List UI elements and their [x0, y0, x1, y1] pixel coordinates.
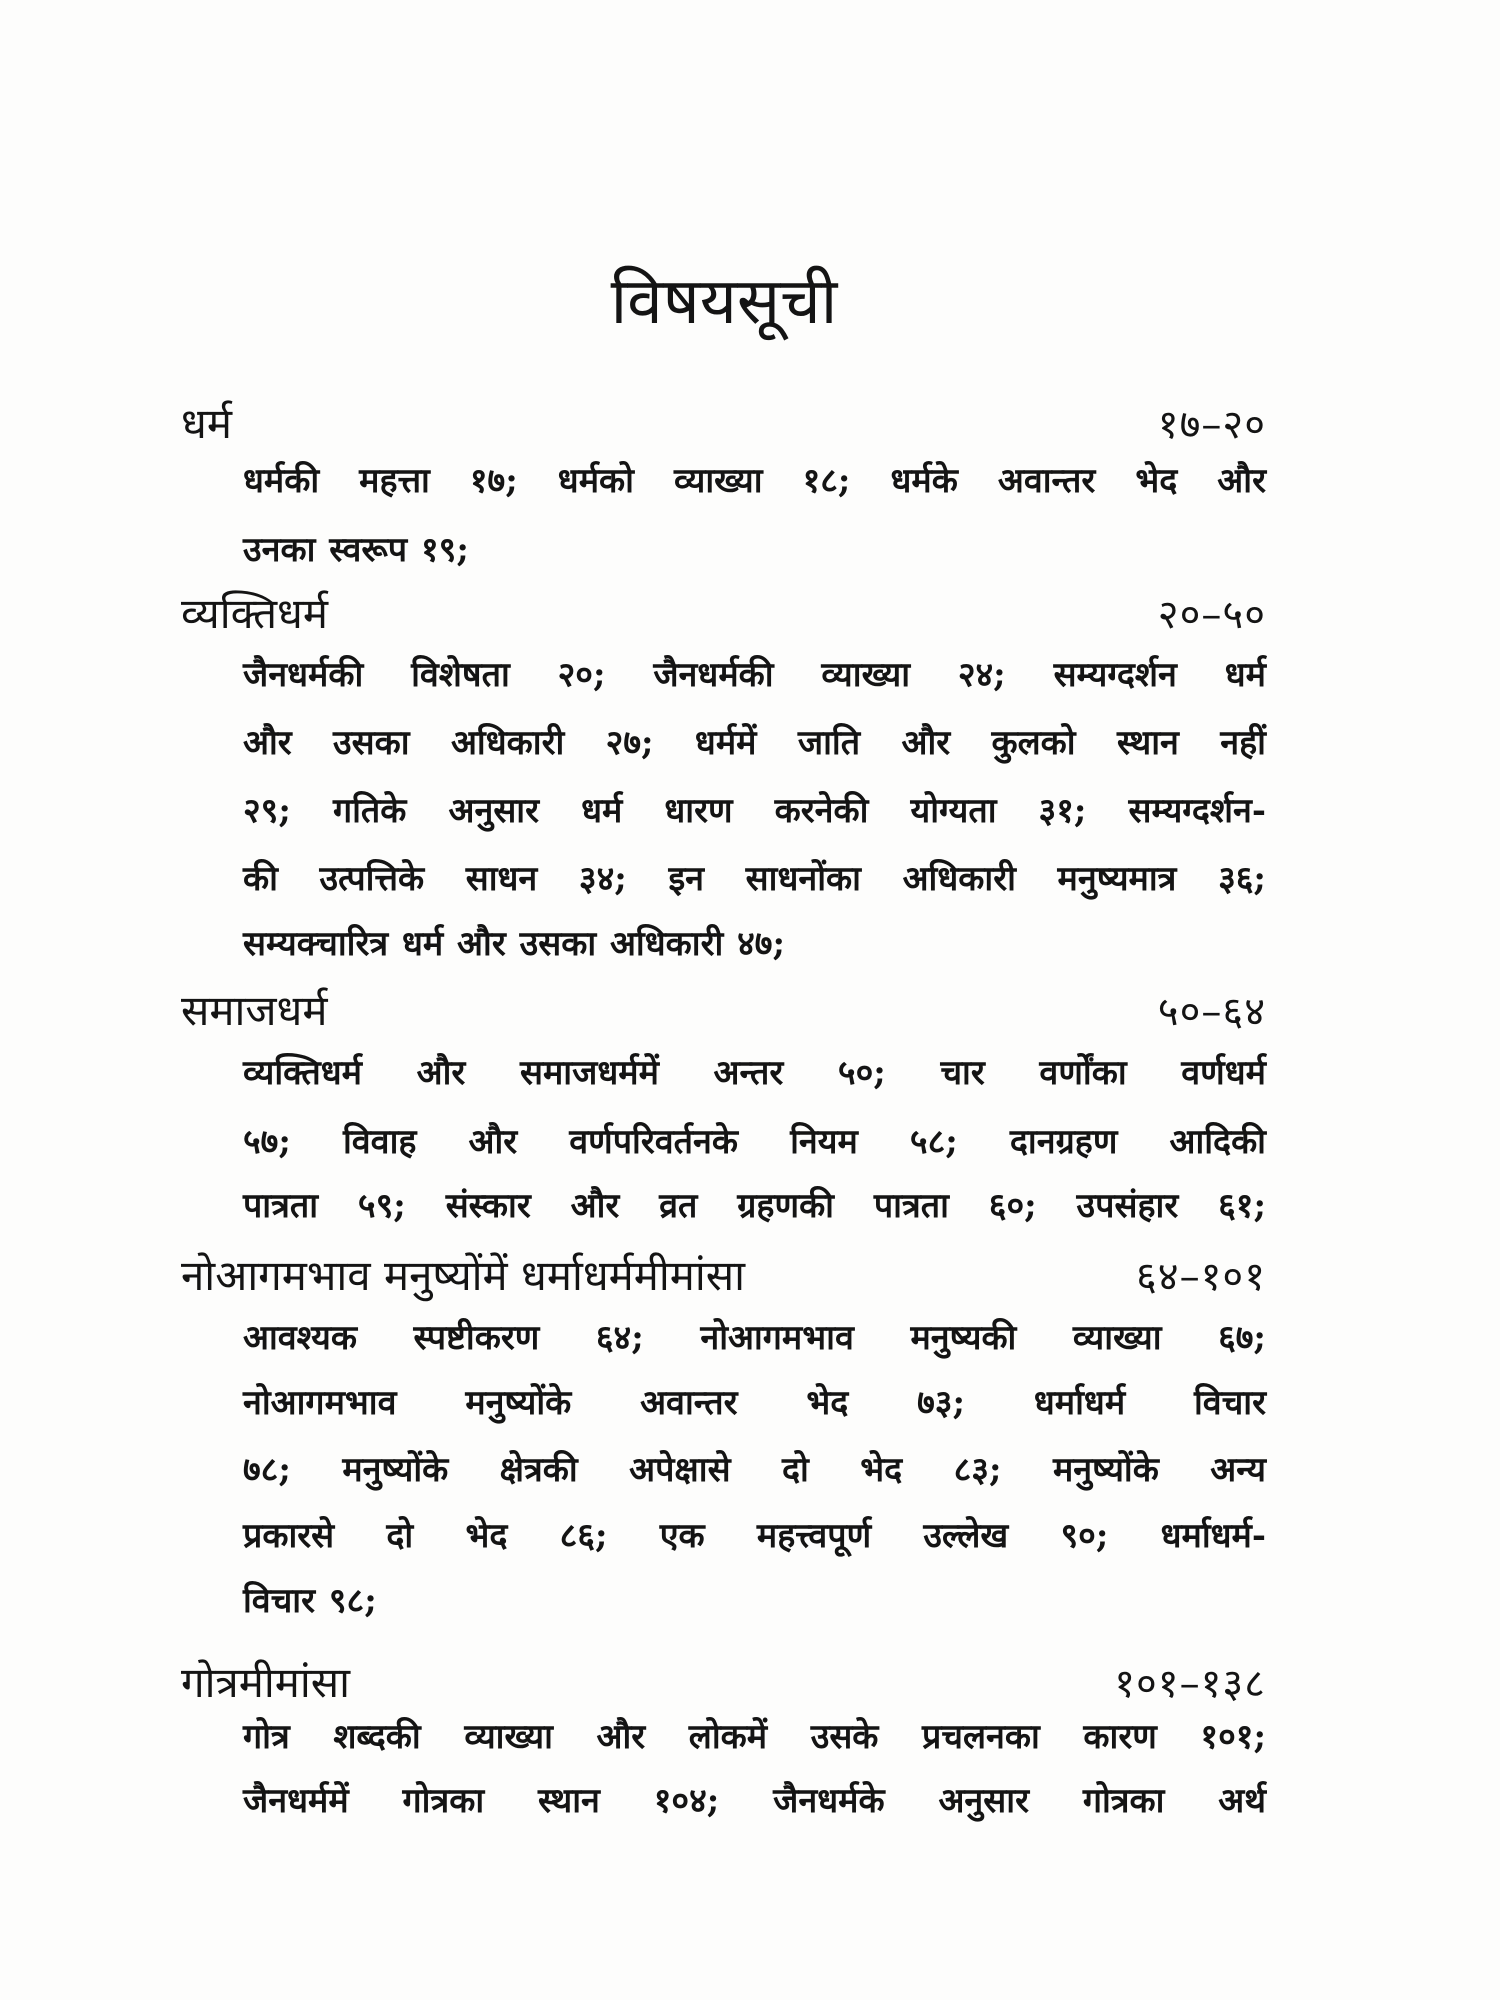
- page-title: विषयसूची: [610, 265, 838, 339]
- entry-line: २९; गतिके अनुसार धर्म धारण करनेकी योग्यता ३१; सम्यग्दर्शन-: [243, 791, 1266, 831]
- entry-line: गोत्र शब्दकी व्याख्या और लोकमें उसके प्रचलनका कारण १०१;: [243, 1717, 1266, 1757]
- entry-line: पात्रता ५९; संस्कार और व्रत ग्रहणकी पात्रता ६०; उपसंहार ६१;: [243, 1186, 1266, 1226]
- entry-line: प्रकारसे दो भेद ८६; एक महत्त्वपूर्ण उल्लेख ९०; धर्माधर्म-: [243, 1516, 1266, 1556]
- section-heading-row: [181, 979, 1266, 1039]
- section-heading: गोत्रमीमांसा: [181, 1657, 350, 1707]
- section-heading-row: [181, 1651, 1266, 1711]
- page-range: १०१–१३८: [1114, 1660, 1266, 1707]
- entry-line: की उत्पत्तिके साधन ३४; इन साधनोंका अधिकारी मनुष्यमात्र ३६;: [243, 859, 1266, 899]
- page-range: ५०–६४: [1157, 988, 1266, 1035]
- section-heading-row: [181, 392, 1266, 452]
- entry-line: आवश्यक स्पष्टीकरण ६४; नोआगमभाव मनुष्यकी व्याख्या ६७;: [243, 1318, 1266, 1358]
- section-heading-row: [181, 582, 1266, 642]
- section-heading-row: [181, 1244, 1266, 1304]
- entry-line: ५७; विवाह और वर्णपरिवर्तनके नियम ५८; दानग्रहण आदिकी: [243, 1122, 1266, 1162]
- page-range: ६४–१०१: [1136, 1253, 1266, 1300]
- section-heading: धर्म: [181, 398, 232, 448]
- page-range: १७–२०: [1157, 401, 1266, 448]
- entry-line: विचार ९८;: [243, 1581, 377, 1621]
- section-heading: व्यक्तिधर्म: [181, 588, 329, 638]
- section-heading: नोआगमभाव मनुष्योंमें धर्माधर्ममीमांसा: [181, 1250, 746, 1300]
- entry-line: सम्यक्चारित्र धर्म और उसका अधिकारी ४७;: [243, 924, 786, 964]
- page-range: २०–५०: [1157, 591, 1266, 638]
- entry-line: जैनधर्ममें गोत्रका स्थान १०४; जैनधर्मके अनुसार गोत्रका अर्थ: [243, 1781, 1266, 1821]
- entry-line: उनका स्वरूप १९;: [243, 530, 469, 570]
- entry-line: नोआगमभाव मनुष्योंके अवान्तर भेद ७३; धर्माधर्म विचार: [243, 1383, 1266, 1423]
- entry-line: और उसका अधिकारी २७; धर्ममें जाति और कुलको स्थान नहीं: [243, 723, 1266, 763]
- section-heading: समाजधर्म: [181, 985, 328, 1035]
- entry-line: ७८; मनुष्योंके क्षेत्रकी अपेक्षासे दो भेद ८३; मनुष्योंके अन्य: [243, 1450, 1266, 1490]
- entry-line: जैनधर्मकी विशेषता २०; जैनधर्मकी व्याख्या २४; सम्यग्दर्शन धर्म: [243, 655, 1266, 695]
- entry-line: धर्मकी महत्ता १७; धर्मको व्याख्या १८; धर्मके अवान्तर भेद और: [243, 461, 1266, 501]
- entry-line: व्यक्तिधर्म और समाजधर्ममें अन्तर ५०; चार वर्णोंका वर्णधर्म: [243, 1053, 1266, 1093]
